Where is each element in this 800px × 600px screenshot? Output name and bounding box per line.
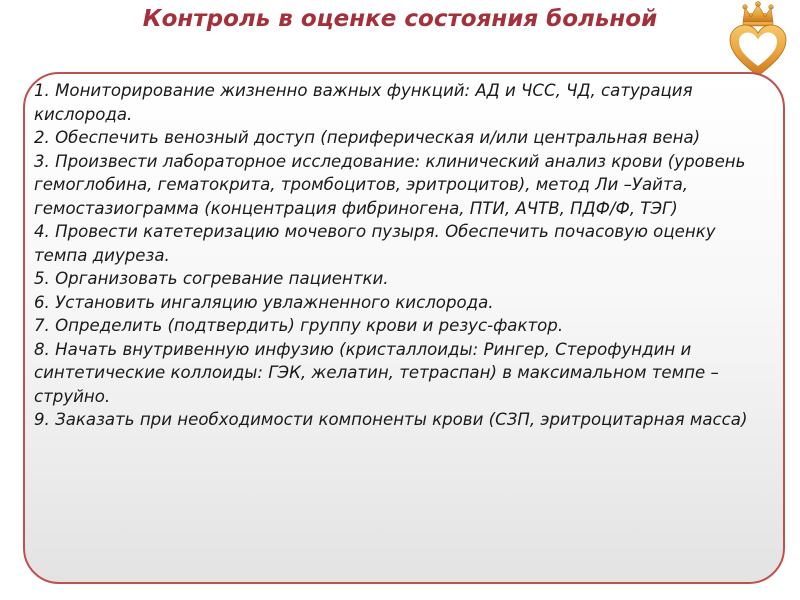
- list-item: 8. Начать внутривенную инфузию (кристаллоиды: Рингер, Стерофундин и синтетические коллоиды: ГЭК, желатин, тетраспан) в максимальном темпе – струйно.: [34, 339, 719, 406]
- list-item: 6. Установить ингаляцию увлажненного кислорода.: [34, 292, 494, 312]
- list-item: 4. Провести катетеризацию мочевого пузыря. Обеспечить почасовую оценку темпа диуреза.: [34, 222, 716, 265]
- list-item: 1. Мониторирование жизненно важных функций: АД и ЧСС, ЧД, сатурация кислорода.: [34, 81, 693, 124]
- list-item: 7. Определить (подтвердить) группу крови и резус-фактор.: [34, 316, 564, 335]
- list-item: 5. Организовать согревание пациентки.: [34, 269, 389, 288]
- crown-heart-logo-icon: [726, 0, 790, 80]
- list-item: 9. Заказать при необходимости компоненты крови (СЗП, эритроцитарная масса): [34, 410, 748, 429]
- slide-title: Контроль в оценке состояния больной: [142, 6, 658, 32]
- content-list: [34, 79, 774, 432]
- list-item: 2. Обеспечить венозный доступ (периферическая и/или центральная вена): [34, 128, 701, 147]
- list-item: 3. Произвести лабораторное исследование: клинический анализ крови (уровень гемоглобина, гематокрита, тромбоцитов, эритроцитов), метод Ли –Уайта, гемостазиограмма (концентрация фибриногена, ПТИ, АЧТВ, ПДФ/Ф, ТЭГ): [34, 151, 746, 218]
